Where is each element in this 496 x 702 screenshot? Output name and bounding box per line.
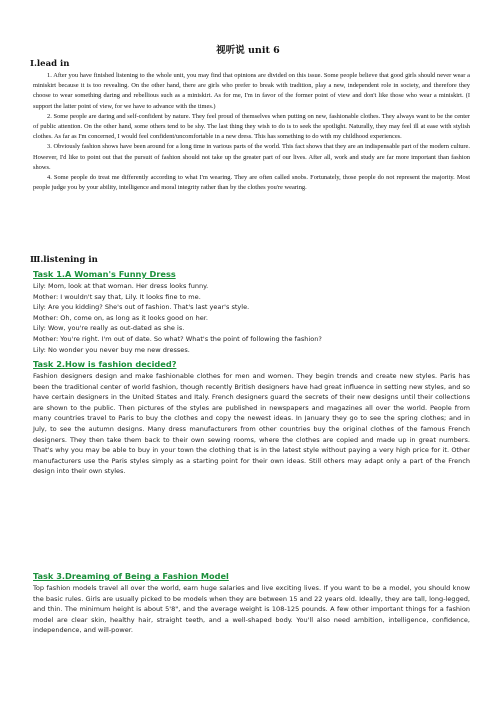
dialogue-line: Mother: I wouldn't say that, Lily. It looks fine to me.: [33, 292, 201, 301]
lead-in-paragraph-1: 1. After you have finished listening to the whole unit, you may find that opinions are divided on this issue. Some people believe that good girls should never wear a miniskirt because it is too revealing. On the other hand, there are girls who prefer to break with tradition, play a new, independent role in society, and therefore they choose to wear something daring and rebellious such as a miniskirt. As for me, I'm in favor of the former point of view and don't like those who wear a miniskirt. (I support the latter point of view, for we have to advance with the times.): [33, 72, 470, 110]
page-title: 视听说 unit 6: [216, 45, 280, 56]
section-heading-lead-in: Ⅰ.lead in: [30, 59, 70, 69]
section-heading-listening-in: Ⅲ.listening in: [30, 255, 98, 265]
task2-heading: Task 2.How is fashion decided?: [33, 359, 177, 369]
dialogue-line: Lily: Are you kidding? She's out of fashion. That's last year's style.: [33, 303, 250, 312]
task1-heading: Task 1.A Woman's Funny Dress: [33, 269, 176, 279]
task3-heading: Task 3.Dreaming of Being a Fashion Model: [33, 571, 229, 581]
task2-body: [33, 371, 470, 477]
dialogue-line: Lily: Wow, you're really as out-dated as she is.: [33, 324, 185, 333]
task1-dialogue: [33, 281, 470, 355]
lead-in-paragraph-4: 4. Some people do treat me differently according to what I'm wearing. They are often called snobs. Fortunately, those people do not represent the majority. Most people judge you by your ability, intelligence and moral integrity rather than by the clothes you're wearing.: [33, 174, 470, 192]
dialogue-line: Lily: Mom, look at that woman. Her dress looks funny.: [33, 282, 209, 290]
lead-in-paragraph-3: 3. Obviously fashion shows have been around for a long time in various parts of the world. This fact shows that they are an indispensable part of the modern culture. However, I'd like to point out that the pursuit of fashion should not take up the greater part of our lives. After all, work and study are far more important than fashion shows.: [33, 143, 470, 171]
task2-paragraph: Fashion designers design and make fashionable clothes for men and women. They begin trends and create new styles. Paris has been the traditional center of world fashion, though recently British designers have had great influence in setting new styles, and so have certain designers in the United States and Italy. French designers guard the secrets of their new designs until their collections are shown to the public. Then pictures of the styles are published in newspapers and magazines all over the world. People from many countries travel to Paris to buy the clothes and copy the newest ideas. In January they go to see the spring clothes; and in July, to see the autumn designs. Many dress manufacturers from other countries buy the original clothes of the famous French designers. They then take them back to their own sewing rooms, where the clothes are copied and made up in great numbers. That's why you may be able to buy in your town the clothing that is in the latest style without paying a very high price for it. Other manufacturers use the Paris styles simply as a starting point for their own ideas. Still others may adapt only a part of the French design into their own styles.: [33, 372, 470, 476]
task3-body: [33, 583, 470, 636]
dialogue-line: Mother: Oh, come on, as long as it looks good on her.: [33, 313, 208, 322]
task3-paragraph: Top fashion models travel all over the world, earn huge salaries and live exciting lives. If you want to be a model, you should know the basic rules. Girls are usually picked to be models when they are between 15 and 22 years old. Ideally, they are tall, long-legged, and thin. The minimum height is about 5'8", and the average weight is 108-125 pounds. A few other important things for a fashion model are clear skin, healthy hair, straight teeth, and a well-shaped body. You'll also need ambition, intelligence, confidence, independence, and will-power.: [33, 584, 470, 635]
lead-in-body: [33, 71, 470, 193]
dialogue-line: Lily: No wonder you never buy me new dresses.: [33, 345, 190, 354]
lead-in-paragraph-2: 2. Some people are daring and self-confident by nature. They feel proud of themselves when putting on new, fashionable clothes. They always want to be the center of public attention. On the other hand, some others tend to be shy. The last thing they wish to do is to seek the spotlight. Naturally, they may feel ill at ease with stylish clothes. As far as I'm concerned, I would feel confident/uncomfortable in a new dress. This has something to do with my childhood experiences.: [33, 112, 470, 141]
dialogue-line: Mother: You're right. I'm out of date. So what? What's the point of following the fashion?: [33, 334, 322, 343]
